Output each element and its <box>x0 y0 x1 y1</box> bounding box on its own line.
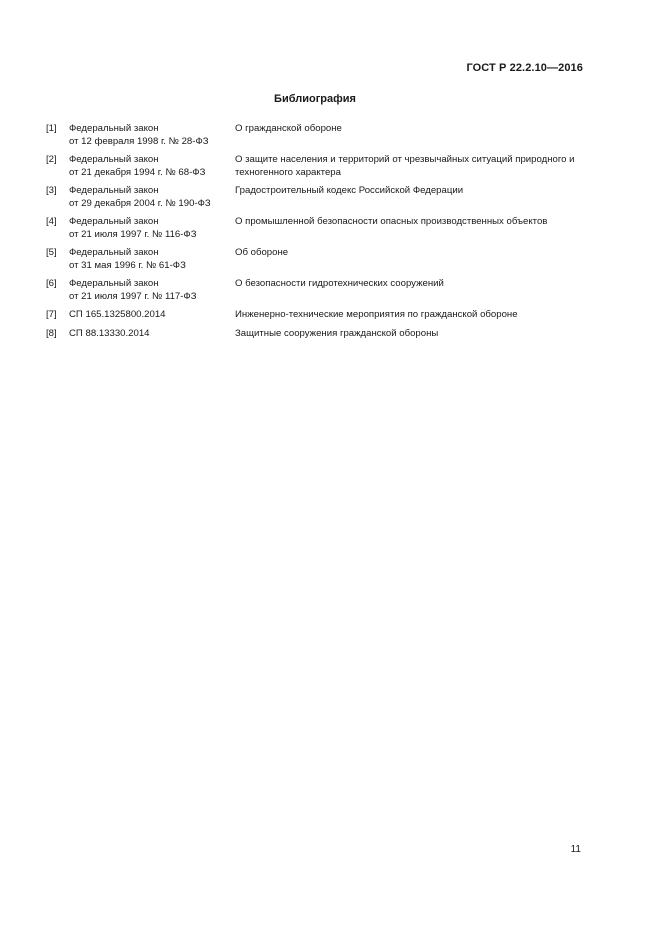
entry-source-type: Федеральный закон <box>69 185 159 196</box>
entry-source-type: Федеральный закон <box>69 278 159 289</box>
entry-source <box>69 185 235 210</box>
entry-source <box>69 123 235 148</box>
entry-source <box>69 247 235 272</box>
entry-source-type: СП 165.1325800.2014 <box>69 309 166 320</box>
entry-title: Градостроительный кодекс Российской Федерации <box>235 185 464 196</box>
entry-number: [8] <box>46 327 57 339</box>
entry-source <box>69 154 235 179</box>
bibliography-list <box>46 123 606 346</box>
bibliography-entry <box>46 247 606 272</box>
entry-title: О безопасности гидротехнических сооружений <box>235 278 444 289</box>
bibliography-entry <box>46 328 606 341</box>
bibliography-entry <box>46 216 606 241</box>
entry-number: [7] <box>46 309 57 320</box>
entry-title: Инженерно-технические мероприятия по гражданской обороне <box>235 309 518 320</box>
entry-number: [5] <box>46 247 57 258</box>
entry-title: Защитные сооружения гражданской обороны <box>235 327 439 339</box>
bibliography-title: Библиография <box>274 93 356 105</box>
bibliography-entry <box>46 185 606 210</box>
entry-number: [2] <box>46 154 57 165</box>
entry-source <box>69 278 235 303</box>
page-number: 11 <box>570 844 581 855</box>
entry-source-type: Федеральный закон <box>69 123 159 134</box>
entry-source-date: от 21 декабря 1994 г. № 68-ФЗ <box>69 166 206 178</box>
entry-title: Об обороне <box>235 247 289 258</box>
entry-source-date: от 29 декабря 2004 г. № 190-ФЗ <box>69 197 211 209</box>
entry-source <box>69 309 235 322</box>
entry-number: [4] <box>46 216 57 227</box>
entry-number: [3] <box>46 185 57 196</box>
bibliography-entry <box>46 154 606 179</box>
entry-title: О промышленной безопасности опасных производственных объектов <box>235 216 548 227</box>
entry-source-type: Федеральный закон <box>69 216 159 227</box>
entry-source <box>69 216 235 241</box>
bibliography-entry <box>46 123 606 148</box>
entry-title: О защите населения и территорий от чрезвычайных ситуаций природного и техногенного характера <box>235 154 575 178</box>
entry-source-date: от 21 июля 1997 г. № 117-ФЗ <box>69 290 197 302</box>
entry-source-date: от 12 февраля 1998 г. № 28-ФЗ <box>69 135 209 147</box>
entry-source-type: Федеральный закон <box>69 154 159 165</box>
entry-number: [6] <box>46 278 57 289</box>
entry-source-date: от 21 июля 1997 г. № 116-ФЗ <box>69 228 197 240</box>
entry-source-type: Федеральный закон <box>69 247 159 258</box>
bibliography-entry <box>46 278 606 303</box>
document-code: ГОСТ Р 22.2.10—2016 <box>466 62 583 74</box>
entry-number: [1] <box>46 123 57 134</box>
bibliography-entry <box>46 309 606 322</box>
entry-source-date: от 31 мая 1996 г. № 61-ФЗ <box>69 259 186 271</box>
entry-title: О гражданской обороне <box>235 123 342 134</box>
entry-source <box>69 328 235 341</box>
entry-source-type: СП 88.13330.2014 <box>69 327 150 339</box>
